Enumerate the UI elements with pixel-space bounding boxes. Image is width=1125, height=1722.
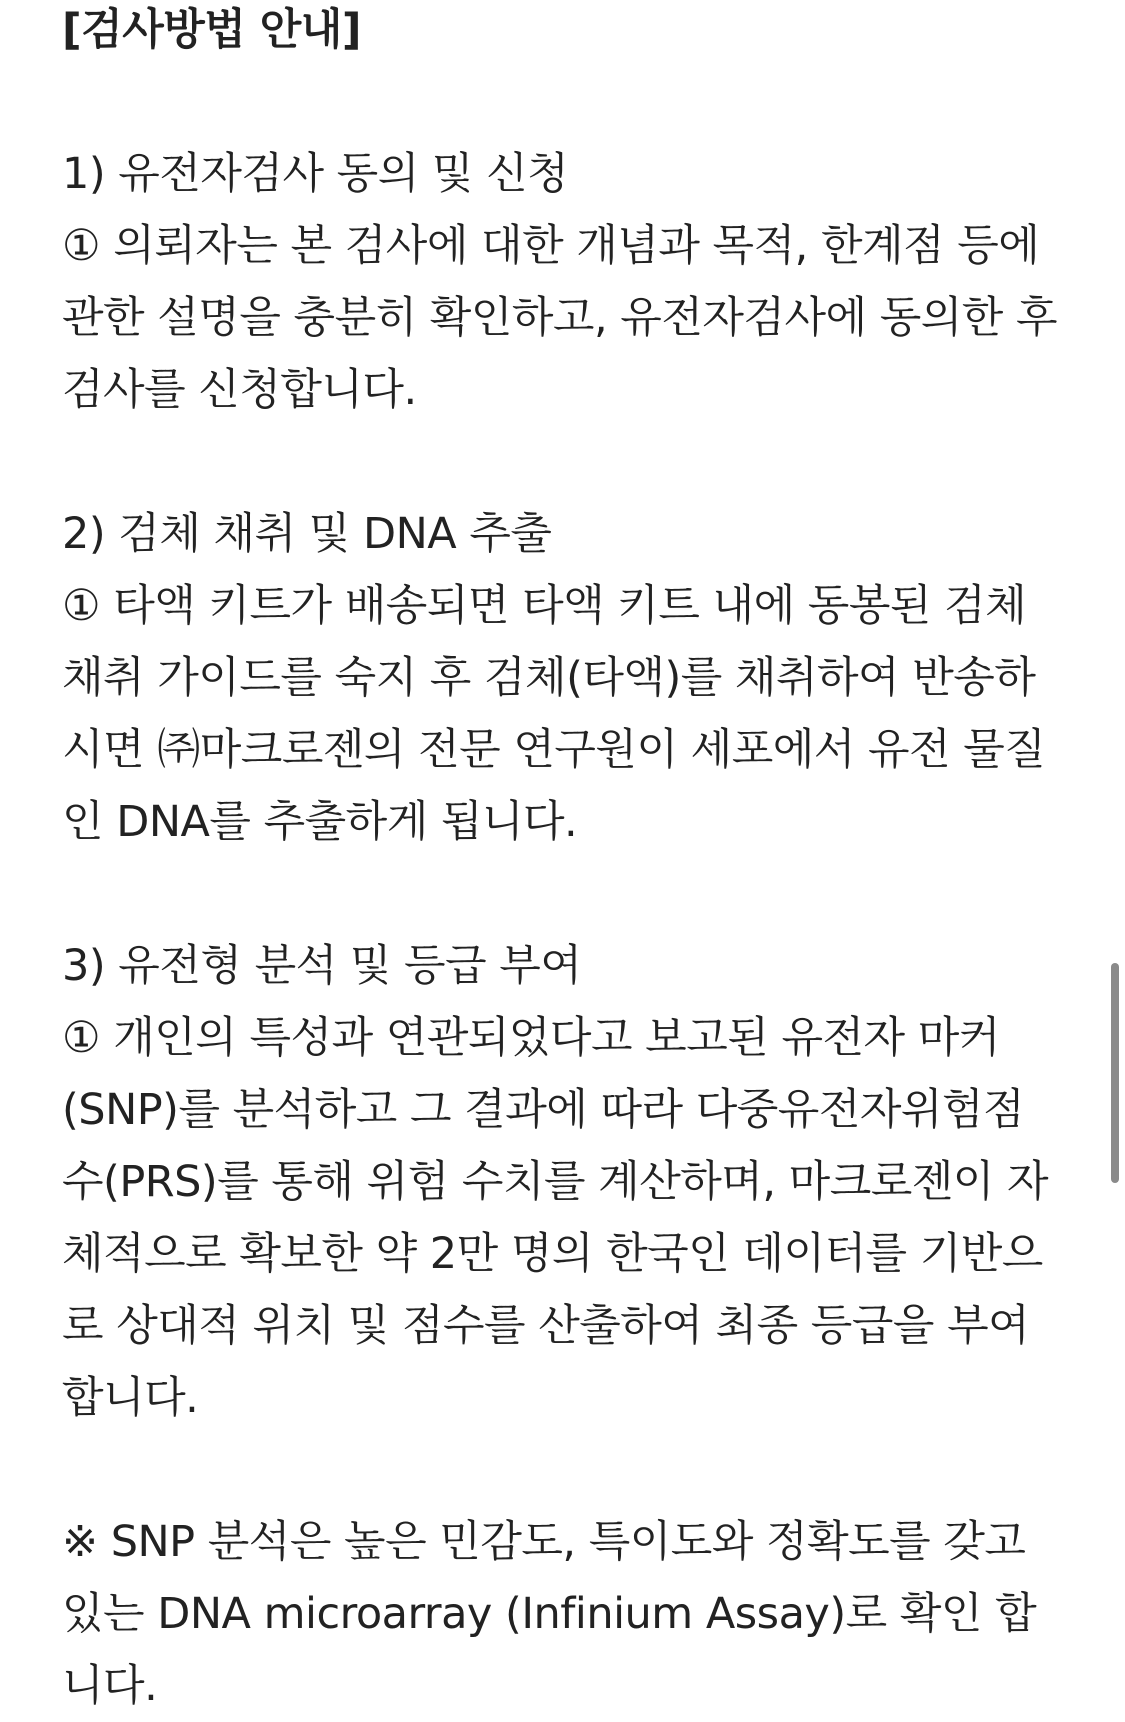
note-text-line: ※ SNP 분석은 높은 민감도, 특이도와 정확도를 갖고 bbox=[62, 1517, 1026, 1567]
section-text-line: 인 DNA를 추출하게 됩니다. bbox=[62, 797, 578, 847]
section-text-line: 채취 가이드를 숙지 후 검체(타액)를 채취하여 반송하 bbox=[62, 653, 1036, 703]
section-text-line: ① 개인의 특성과 연관되었다고 보고된 유전자 마커 bbox=[62, 1013, 1000, 1063]
section-text-line: 관한 설명을 충분히 확인하고, 유전자검사에 동의한 후 bbox=[62, 293, 1058, 343]
test-method-guide bbox=[62, 0, 1072, 1722]
section-title: 2) 검체 채취 및 DNA 추출 bbox=[62, 509, 552, 559]
page-title: [검사방법 안내] bbox=[62, 5, 362, 55]
section-title: 1) 유전자검사 동의 및 신청 bbox=[62, 149, 569, 199]
section-text-line: 합니다. bbox=[62, 1373, 199, 1423]
spacer bbox=[62, 1434, 1072, 1506]
section-text-line: 체적으로 확보한 약 2만 명의 한국인 데이터를 기반으 bbox=[62, 1229, 1043, 1279]
section-title: 3) 유전형 분석 및 등급 부여 bbox=[62, 941, 582, 991]
note-text-line: 있는 DNA microarray (Infinium Assay)로 확인 합 bbox=[62, 1589, 1037, 1639]
note-text-line: 니다. bbox=[62, 1661, 158, 1711]
section-sample-collection bbox=[62, 498, 1072, 858]
vertical-scrollbar[interactable] bbox=[1111, 963, 1119, 1183]
section-text-line: 로 상대적 위치 및 점수를 산출하여 최종 등급을 부여 bbox=[62, 1301, 1030, 1351]
section-text-line: (SNP)를 분석하고 그 결과에 따라 다중유전자위험점 bbox=[62, 1085, 1025, 1135]
section-text-line: 시면 ㈜마크로젠의 전문 연구원이 세포에서 유전 물질 bbox=[62, 725, 1046, 775]
note-snp bbox=[62, 1506, 1072, 1722]
section-text-line: ① 타액 키트가 배송되면 타액 키트 내에 동봉된 검체 bbox=[62, 581, 1027, 631]
section-text-line: ① 의뢰자는 본 검사에 대한 개념과 목적, 한계점 등에 bbox=[62, 221, 1040, 271]
spacer bbox=[62, 858, 1072, 930]
section-text-line: 수(PRS)를 통해 위험 수치를 계산하며, 마크로젠이 자 bbox=[62, 1157, 1049, 1207]
spacer bbox=[62, 66, 1072, 138]
spacer bbox=[62, 426, 1072, 498]
section-text-line: 검사를 신청합니다. bbox=[62, 365, 417, 415]
section-consent bbox=[62, 138, 1072, 426]
section-genotype-analysis bbox=[62, 930, 1072, 1434]
